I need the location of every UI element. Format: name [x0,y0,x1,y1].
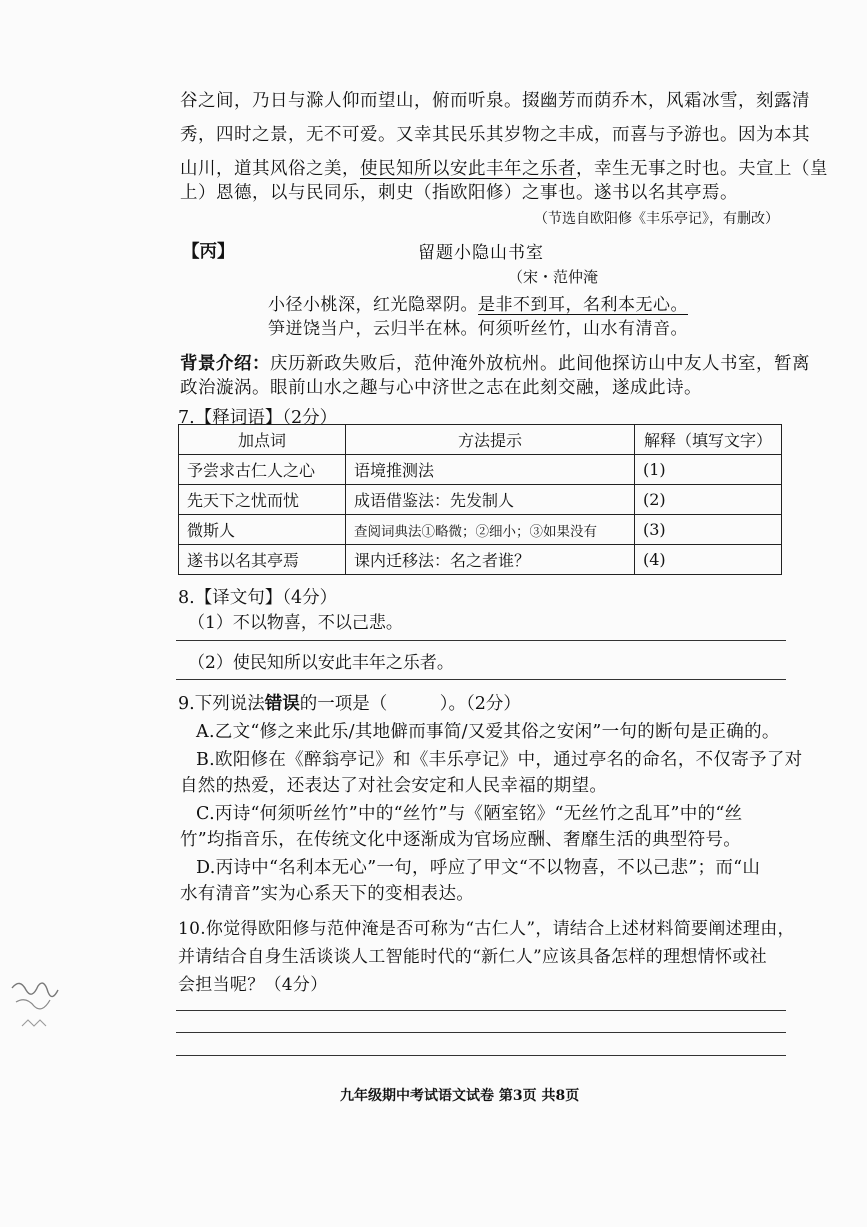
q9-title [178,690,521,715]
background-line-2: 政治漩涡。眼前山水之趣与心中济世之志在此刻交融，遂成此诗。 [180,378,702,398]
table-cell: 成语借鉴法：先发制人 [346,485,635,515]
section-label-bing: 【丙】 [182,242,235,262]
q9-title-a: 9.下列说法 [178,694,265,714]
underlined-sentence: 使民知所以安此丰年之乐者 [360,159,576,179]
q7-title: 7.【释词语】（2分） [178,408,338,428]
table-cell: 课内迁移法：名之者谁？ [346,545,635,575]
poem-line-2: 笋迸饶当户，云归半在林。何须听丝竹，山水有清音。 [268,319,688,339]
answer-cell[interactable]: (2) [635,485,782,515]
background-line-1 [180,350,810,375]
passage-line-1: 谷之间，乃日与滁人仰而望山，俯而听泉。掇幽芳而荫乔木，风霜冰雪，刻露清 [180,91,810,111]
passage-line-4: 上）恩德，以与民同乐，刺史（指欧阳修）之事也。遂书以名其亭焉。 [180,183,738,203]
poem-line-1a: 小径小桃深，红光隐翠阴。 [268,295,478,315]
q9-option-d-cont: 水有清音”实为心系天下的变相表达。 [180,884,475,904]
q9-option-c-cont: 竹”均指音乐，在传统文化中逐渐成为官场应酬、奢靡生活的典型符号。 [180,830,742,850]
q8-title: 8.【译文句】（4分） [178,588,338,608]
q9-title-bold: 错误 [264,694,300,714]
answer-line[interactable] [176,640,786,641]
answer-line[interactable] [176,679,786,680]
answer-line[interactable] [176,1010,786,1011]
q7-table [178,424,782,575]
q8-item-2: （2）使民知所以安此丰年之乐者。 [188,653,454,673]
q10-line-1: 10.你觉得欧阳修与范仲淹是否可称为“古仁人”，请结合上述材料简要阐述理由， [178,919,795,939]
poem-line-1 [268,290,688,315]
table-row [179,455,782,485]
passage-line-3c: ，幸生无事之时也。夫宣上（皇 [576,159,828,179]
q9-option-a: A.乙文“修之来此乐/其地僻而事简/又爱其俗之安闲”一句的断句是正确的。 [196,722,780,742]
q10-line-2: 并请结合自身生活谈谈人工智能时代的“新仁人”应该具备怎样的理想情怀或社 [178,947,767,967]
table-header: 解释（填写文字） [635,425,782,455]
handwritten-scribble [8,968,78,1048]
table-header: 加点词 [179,425,346,455]
table-cell: 微斯人 [179,515,346,545]
answer-cell[interactable]: (1) [635,455,782,485]
answer-cell[interactable]: (4) [635,545,782,575]
answer-cell[interactable]: (3) [635,515,782,545]
answer-line[interactable] [176,1055,786,1056]
table-header: 方法提示 [346,425,635,455]
passage-line-2: 秀，四时之景，无不可爱。又幸其民乐其岁物之丰成，而喜与予游也。因为本其 [180,125,810,145]
passage-source: （节选自欧阳修《丰乐亭记》，有删改） [534,211,779,227]
background-label: 背景介绍： [180,354,270,374]
poem-author: （宋・范仲淹 [508,268,599,286]
poem-title: 留题小隐山书室 [418,243,544,263]
poem-line-1b-underlined: 是非不到耳，名利本无心。 [478,295,688,315]
table-cell: 先天下之忧而忧 [179,485,346,515]
q10-line-3: 会担当呢？（4分） [178,975,328,995]
q9-option-b: B.欧阳修在《醉翁亭记》和《丰乐亭记》中，通过亭名的命名，不仅寄予了对 [196,750,803,770]
q8-item-1: （1）不以物喜，不以己悲。 [188,613,403,633]
table-cell: 语境推测法 [346,455,635,485]
table-row [179,485,782,515]
table-cell: 遂书以名其亭焉 [179,545,346,575]
table-row [179,545,782,575]
table-header-row [179,425,782,455]
passage-line-3a: 山川，道其风俗之美， [180,159,360,179]
page-footer: 九年级期中考试语文试卷 第3页 共8页 [340,1088,580,1104]
answer-line[interactable] [176,1032,786,1033]
q9-option-b-cont: 自然的热爱，还表达了对社会安定和人民幸福的期望。 [180,776,608,796]
table-cell: 予尝求古仁人之心 [179,455,346,485]
table-row [179,515,782,545]
table-cell: 查阅词典法①略微；②细小；③如果没有 [346,515,635,545]
q9-option-d: D.丙诗中“名利本无心”一句，呼应了甲文“不以物喜，不以己悲”；而“山 [196,858,761,878]
q9-title-b: 的一项是（ ）。（2分） [299,694,521,714]
background-text-1: 庆历新政失败后，范仲淹外放杭州。此间他探访山中友人书室，暂离 [270,354,810,374]
q9-option-c: C.丙诗“何须听丝竹”中的“丝竹”与《陋室铭》“无丝竹之乱耳”中的“丝 [196,804,743,824]
